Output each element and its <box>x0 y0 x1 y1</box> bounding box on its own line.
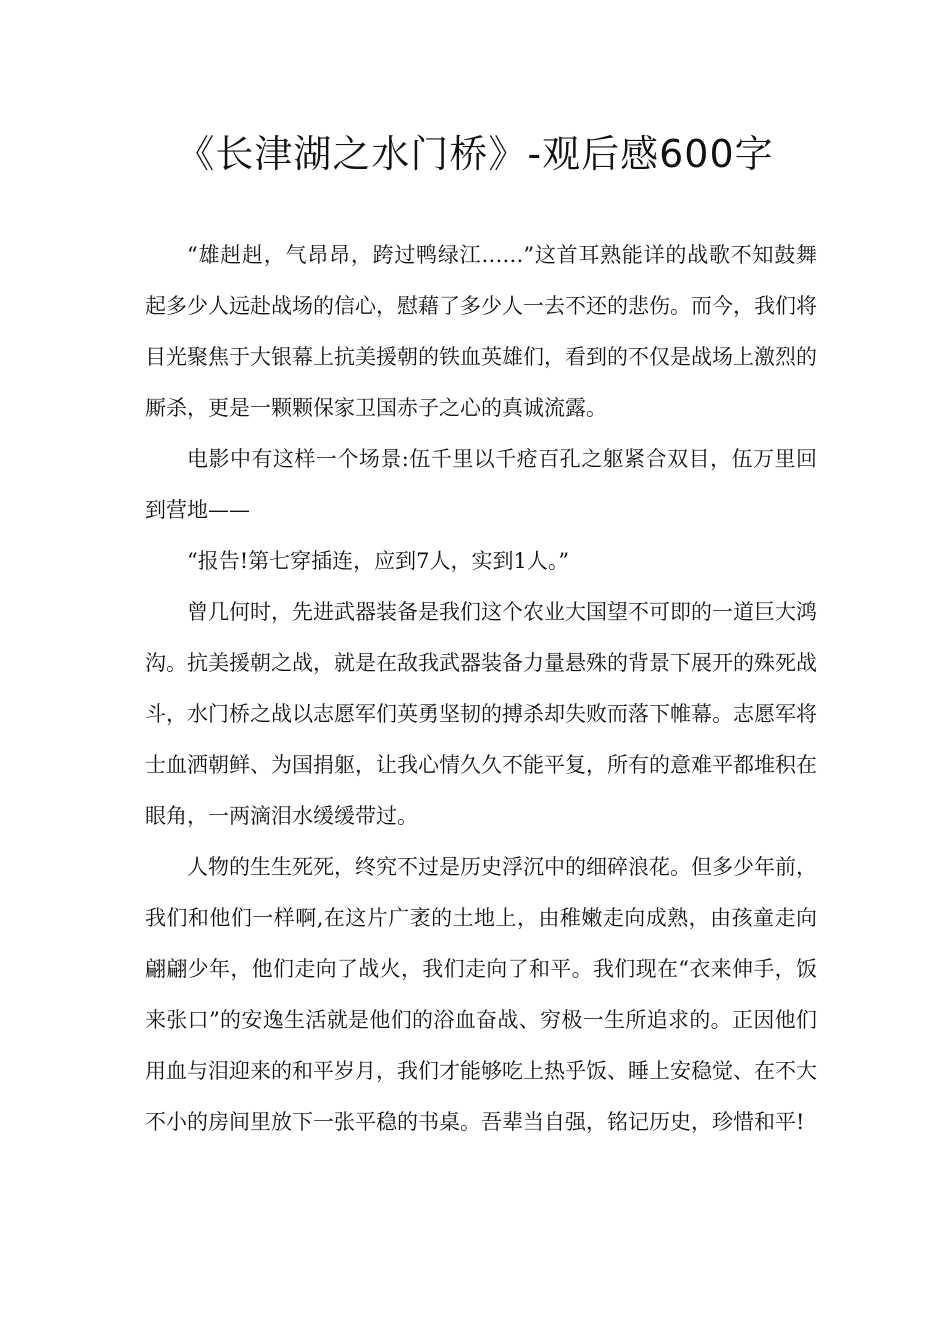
paragraph-4: 曾几何时，先进武器装备是我们这个农业大国望不可即的一道巨大鸿沟。抗美援朝之战，就是在敌我武器装备力量悬殊的背景下展开的殊死战斗，水门桥之战以志愿军们英勇坚韧的搏杀却失败而落下帷幕。志愿军将士血洒朝鲜、为国捐躯，让我心情久久不能平复，所有的意难平都堆积在眼角，一两滴泪水缓缓带过。 <box>145 600 817 828</box>
paragraph-2: 电影中有这样一个场景:伍千里以千疮百孔之躯紧合双目，伍万里回到营地—— <box>145 447 817 522</box>
paragraph-1: “雄赳赳，气昂昂，跨过鸭绿江……”这首耳熟能详的战歌不知鼓舞起多少人远赴战场的信心，慰藉了多少人一去不还的悲伤。而今，我们将目光聚焦于大银幕上抗美援朝的铁血英雄们，看到的不仅是战场上激烈的厮杀，更是一颗颗保家卫国赤子之心的真诚流露。 <box>145 243 817 420</box>
document-body <box>145 230 817 1148</box>
paragraph-5: 人物的生生死死，终究不过是历史浮沉中的细碎浪花。但多少年前，我们和他们一样啊,在这片广袤的土地上，由稚嫩走向成熟，由孩童走向翩翩少年，他们走向了战火，我们走向了和平。我们现在“衣来伸手，饭来张口”的安逸生活就是他们的浴血奋战、穷极一生所追求的。正因他们用血与泪迎来的和平岁月，我们才能够吃上热乎饭、睡上安稳觉、在不大不小的房间里放下一张平稳的书桌。吾辈当自强，铭记历史，珍惜和平! <box>145 855 817 1134</box>
paragraph-3: “报告!第七穿插连，应到7人，实到1人。” <box>187 549 570 573</box>
document-title: 《长津湖之水门桥》-观后感600字 <box>176 132 774 176</box>
